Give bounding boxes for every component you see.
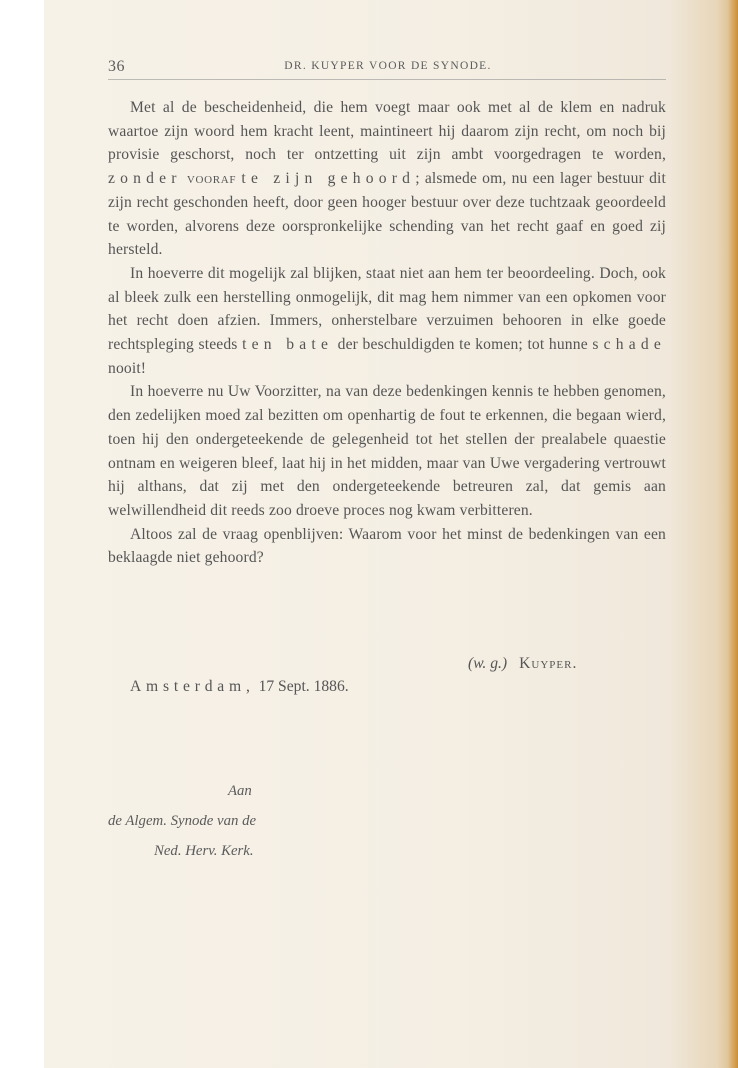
paragraph-2-text-a: In hoeverre dit mogelijk zal blijken, staat niet aan hem ter beoordeeling. Doch, ook al bleek zulk een herstelling onmogelijk, dit mag hem nimmer van een opkomen voor het recht doen afzien. Immers, onherstelbare verzuimen behooren in elke goede rechtspleging steeds [108,264,666,354]
page-header [108,58,668,80]
paragraph-1-text-b: ; alsmede om, nu een lager bestuur dit zijn recht geschonden heeft, door geen hooger bestuur over deze tuchtzaak geoordeeld te worden, alvorens deze oorspronkelijke schending van het recht gaaf en goed zij hersteld. [108,170,666,259]
running-head: DR. KUYPER VOOR DE SYNODE. [284,60,492,72]
address-line-3: Ned. Herv. Kerk. [154,843,254,859]
header-rule [108,79,666,80]
paragraph-1-text-a: Met al de bescheidenheid, die hem voegt maar ook met al de klem en nadruk waartoe zijn woord hem kracht leent, maintineert hij daarom zijn recht, om noch bij provisie geschorst, noch ter ontzetting uit zijn ambt voorgedragen te worden, [108,99,666,164]
paragraph-1-emphasis-gehoord: te zijn gehoord [241,170,416,188]
paragraph-2-emphasis-ten-bate: ten bate [242,336,334,354]
paragraph-3: In hoeverre nu Uw Voorzitter, na van deze bedenkingen kennis te hebben genomen, den zedelijken moed zal bezitten om openhartig de fout te erkennen, die begaan wierd, toen hij den ondergeteekende de gelegenheid tot het stellen der prealabele quaestie ontnam en weigeren bleef, laat hij in het midden, maar van Uwe vergadering vertrouwt hij althans, dat zij met den ondergeteekende betreuren zal, dat gemis aan welwillendheid dit reeds zoo droeve proces nog kwam verbitteren. [108,383,666,519]
body-text [108,96,666,570]
paragraph-4: Altoos zal de vraag openblijven: Waarom voor het minst de bedenkingen van een beklaagde niet gehoord? [108,525,666,567]
address-block [108,776,256,866]
paragraph-2-text-c: nooit! [108,359,147,377]
paragraph-1-smallcaps-vooraf: vooraf [186,170,237,188]
address-line-2: de Algem. Synode van de [108,813,257,829]
signature-name: Kuyper. [519,655,578,672]
page-number: 36 [108,58,125,75]
address-line-1: Aan [228,783,252,799]
paragraph-1-emphasis-zonder: zonder [108,170,182,188]
paragraph-2-emphasis-schade: schade [592,336,666,354]
paragraph-2-text-b: der beschuldigden te komen; tot hunne [337,336,588,354]
paragraph-1 [108,96,666,262]
place-date [130,675,349,698]
signature-prefix: (w. g.) [468,655,508,672]
date: 17 Sept. 1886. [258,678,349,695]
page-edge-shadow [728,0,738,1068]
place: Amsterdam, [130,678,255,695]
paragraph-2 [108,262,666,381]
signature [468,652,577,675]
